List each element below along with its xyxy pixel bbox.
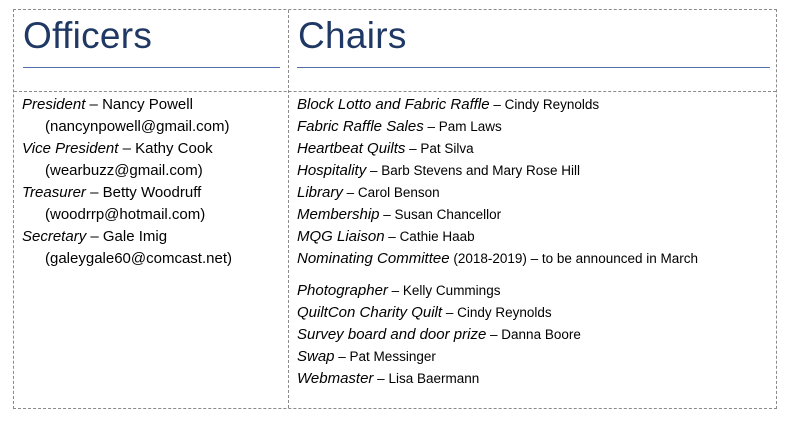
separator: – bbox=[334, 349, 350, 364]
separator: – bbox=[86, 228, 103, 245]
chair-entry bbox=[297, 280, 772, 302]
chair-role: Swap bbox=[297, 348, 335, 365]
separator: – bbox=[489, 97, 505, 112]
officer-email: (wearbuzz@gmail.com) bbox=[45, 162, 203, 179]
chair-entry bbox=[297, 138, 772, 160]
chair-name: Kelly Cummings bbox=[402, 283, 501, 298]
chair-name: Danna Boore bbox=[501, 327, 581, 342]
chair-entry bbox=[297, 248, 772, 270]
officer-role: Secretary bbox=[22, 228, 87, 245]
officers-heading: Officers bbox=[23, 15, 153, 56]
separator: – bbox=[486, 327, 502, 342]
chair-name: Pam Laws bbox=[438, 119, 502, 134]
separator: – bbox=[85, 96, 103, 113]
chair-name: Pat Silva bbox=[420, 141, 474, 156]
officers-chairs-table bbox=[13, 9, 777, 409]
separator: – bbox=[423, 119, 439, 134]
chair-entry bbox=[297, 346, 772, 368]
separator: – bbox=[387, 283, 403, 298]
chair-role: Hospitality bbox=[297, 162, 367, 179]
officer-name: Kathy Cook bbox=[135, 140, 213, 157]
chair-role: Fabric Raffle Sales bbox=[297, 118, 424, 135]
chair-entry bbox=[297, 226, 772, 248]
chair-role: QuiltCon Charity Quilt bbox=[297, 304, 443, 321]
officer-email: (nancynpowell@gmail.com) bbox=[45, 118, 230, 135]
chair-entry bbox=[297, 302, 772, 324]
officer-name: Nancy Powell bbox=[102, 96, 193, 113]
separator: – bbox=[384, 229, 400, 244]
chair-role: Survey board and door prize bbox=[297, 326, 487, 343]
chair-role: MQG Liaison bbox=[297, 228, 385, 245]
chair-name: Susan Chancellor bbox=[394, 207, 502, 222]
chair-role: Nominating Committee bbox=[297, 250, 450, 267]
officer-entry bbox=[22, 138, 284, 160]
officers-list bbox=[22, 94, 284, 270]
chair-name: (2018-2019) – to be announced in March bbox=[453, 251, 698, 266]
chair-name: Carol Benson bbox=[357, 185, 440, 200]
chair-entry bbox=[297, 94, 772, 116]
chair-role: Photographer bbox=[297, 282, 388, 299]
chair-role: Heartbeat Quilts bbox=[297, 140, 406, 157]
chair-entry bbox=[297, 324, 772, 346]
chair-entry bbox=[297, 182, 772, 204]
officer-role: Vice President bbox=[22, 140, 119, 157]
officer-email: (woodrrp@hotmail.com) bbox=[45, 206, 206, 223]
chair-role: Library bbox=[297, 184, 343, 201]
chair-name: Cindy Reynolds bbox=[457, 305, 552, 320]
officer-entry bbox=[22, 182, 284, 204]
chair-entry bbox=[297, 116, 772, 138]
chair-entry bbox=[297, 160, 772, 182]
separator: – bbox=[442, 305, 458, 320]
chair-name: Pat Messinger bbox=[349, 349, 436, 364]
chairs-list bbox=[297, 94, 772, 390]
officer-role: Treasurer bbox=[22, 184, 86, 201]
separator: – bbox=[373, 371, 389, 386]
officer-email: (galeygale60@comcast.net) bbox=[45, 250, 232, 267]
chair-role: Block Lotto and Fabric Raffle bbox=[297, 96, 490, 113]
column-divider bbox=[288, 10, 289, 408]
chair-name: Barb Stevens and Mary Rose Hill bbox=[381, 163, 581, 178]
chairs-heading-rule bbox=[297, 67, 770, 68]
chairs-heading: Chairs bbox=[298, 15, 407, 56]
officers-heading-rule bbox=[23, 67, 280, 68]
separator: – bbox=[85, 184, 103, 201]
chair-entry bbox=[297, 204, 772, 226]
header-divider bbox=[14, 91, 776, 92]
chair-name: Cindy Reynolds bbox=[504, 97, 600, 112]
separator: – bbox=[405, 141, 421, 156]
chair-name: Lisa Baermann bbox=[388, 371, 480, 386]
officer-role: President bbox=[22, 96, 86, 113]
separator: – bbox=[379, 207, 395, 222]
list-spacer bbox=[297, 270, 772, 280]
separator: – bbox=[342, 185, 358, 200]
officer-name: Betty Woodruff bbox=[102, 184, 202, 201]
officer-name: Gale Imig bbox=[102, 228, 168, 245]
chair-role: Membership bbox=[297, 206, 380, 223]
chair-name: Cathie Haab bbox=[399, 229, 475, 244]
chair-entry bbox=[297, 368, 772, 390]
officer-entry bbox=[22, 226, 284, 248]
chair-role: Webmaster bbox=[297, 370, 374, 387]
officer-entry bbox=[22, 94, 284, 116]
separator: – bbox=[118, 140, 136, 157]
separator: – bbox=[366, 163, 382, 178]
